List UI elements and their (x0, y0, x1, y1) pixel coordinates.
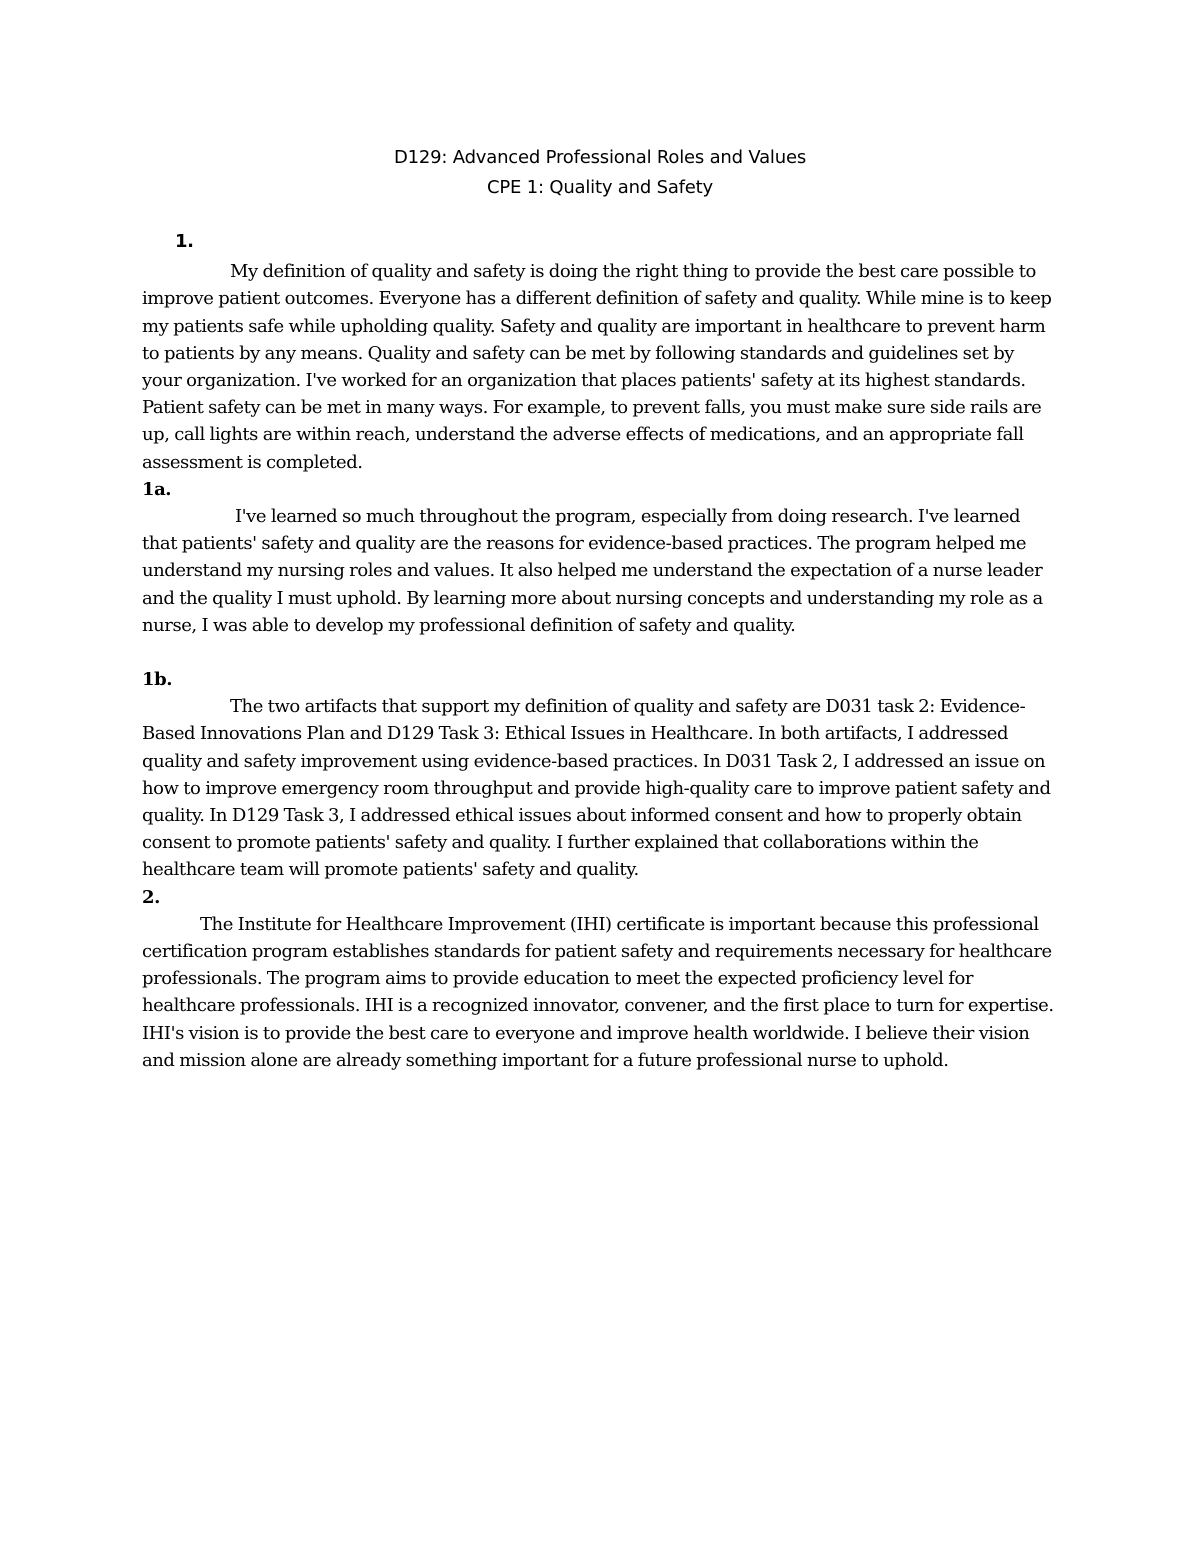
section-text: The Institute for Healthcare Improvement (IHI) certificate is important because this professional certification program establishes standards for patient safety and requirements necessary for healthcare professionals. The program aims to provide education to meet the expected proficiency level for healthcare professionals. IHI is a recognized innovator, convener, and the first place to turn for expertise. IHI's vision is to provide the best care to everyone and improve health worldwide. I believe their vision and mission alone are already something important for a future professional nurse to uphold. (142, 913, 1054, 1071)
section-label: 1. (175, 231, 194, 252)
document-body (142, 228, 1058, 1074)
section-text: My definition of quality and safety is doing the right thing to provide the best care possible to improve patient outcomes. Everyone has a different definition of safety and quality. While mine is to keep my patients safe while upholding quality. Safety and quality are important in healthcare to prevent harm to patients by any means. Quality and safety can be met by following standards and guidelines set by your organization. I've worked for an organization that places patients' safety at its highest standards. Patient safety can be met in many ways. For example, to prevent falls, you must make sure side rails are up, call lights are within reach, understand the adverse effects of medications, and an appropriate fall assessment is completed. (142, 261, 1052, 473)
section-text: The two artifacts that support my definition of quality and safety are D031 task 2: Evidence-Based Innovations Plan and D129 Task 3: Ethical Issues in Healthcare. In both artifacts, I addressed quality and safety improvement using evidence-based practices. In D031 Task 2, I addressed an issue on how to improve emergency room throughput and provide high-quality care to improve patient safety and quality. In D129 Task 3, I addressed ethical issues about informed consent and how to properly obtain consent to promote patients' safety and quality. I further explained that collaborations within the healthcare team will promote patients' safety and quality. (142, 696, 1051, 881)
section-label: 2. (142, 886, 160, 908)
document-header (0, 143, 1200, 203)
document-title: D129: Advanced Professional Roles and Values (393, 147, 806, 168)
section-1 (142, 228, 1058, 476)
section-label: 1a. (142, 478, 172, 500)
document-subtitle: CPE 1: Quality and Safety (487, 177, 713, 198)
section-text: I've learned so much throughout the program, especially from doing research. I've learned that patients' safety and quality are the reasons for evidence-based practices. The program helped me understand my nursing roles and values. It also helped me understand the expectation of a nurse leader and the quality I must uphold. By learning more about nursing concepts and understanding my role as a nurse, I was able to develop my professional definition of safety and quality. (142, 506, 1043, 636)
section-label: 1b. (142, 669, 173, 691)
section-1b (142, 666, 1058, 884)
section-2 (142, 884, 1058, 1074)
section-1a (142, 476, 1058, 639)
paragraph-spacer (142, 639, 1058, 666)
